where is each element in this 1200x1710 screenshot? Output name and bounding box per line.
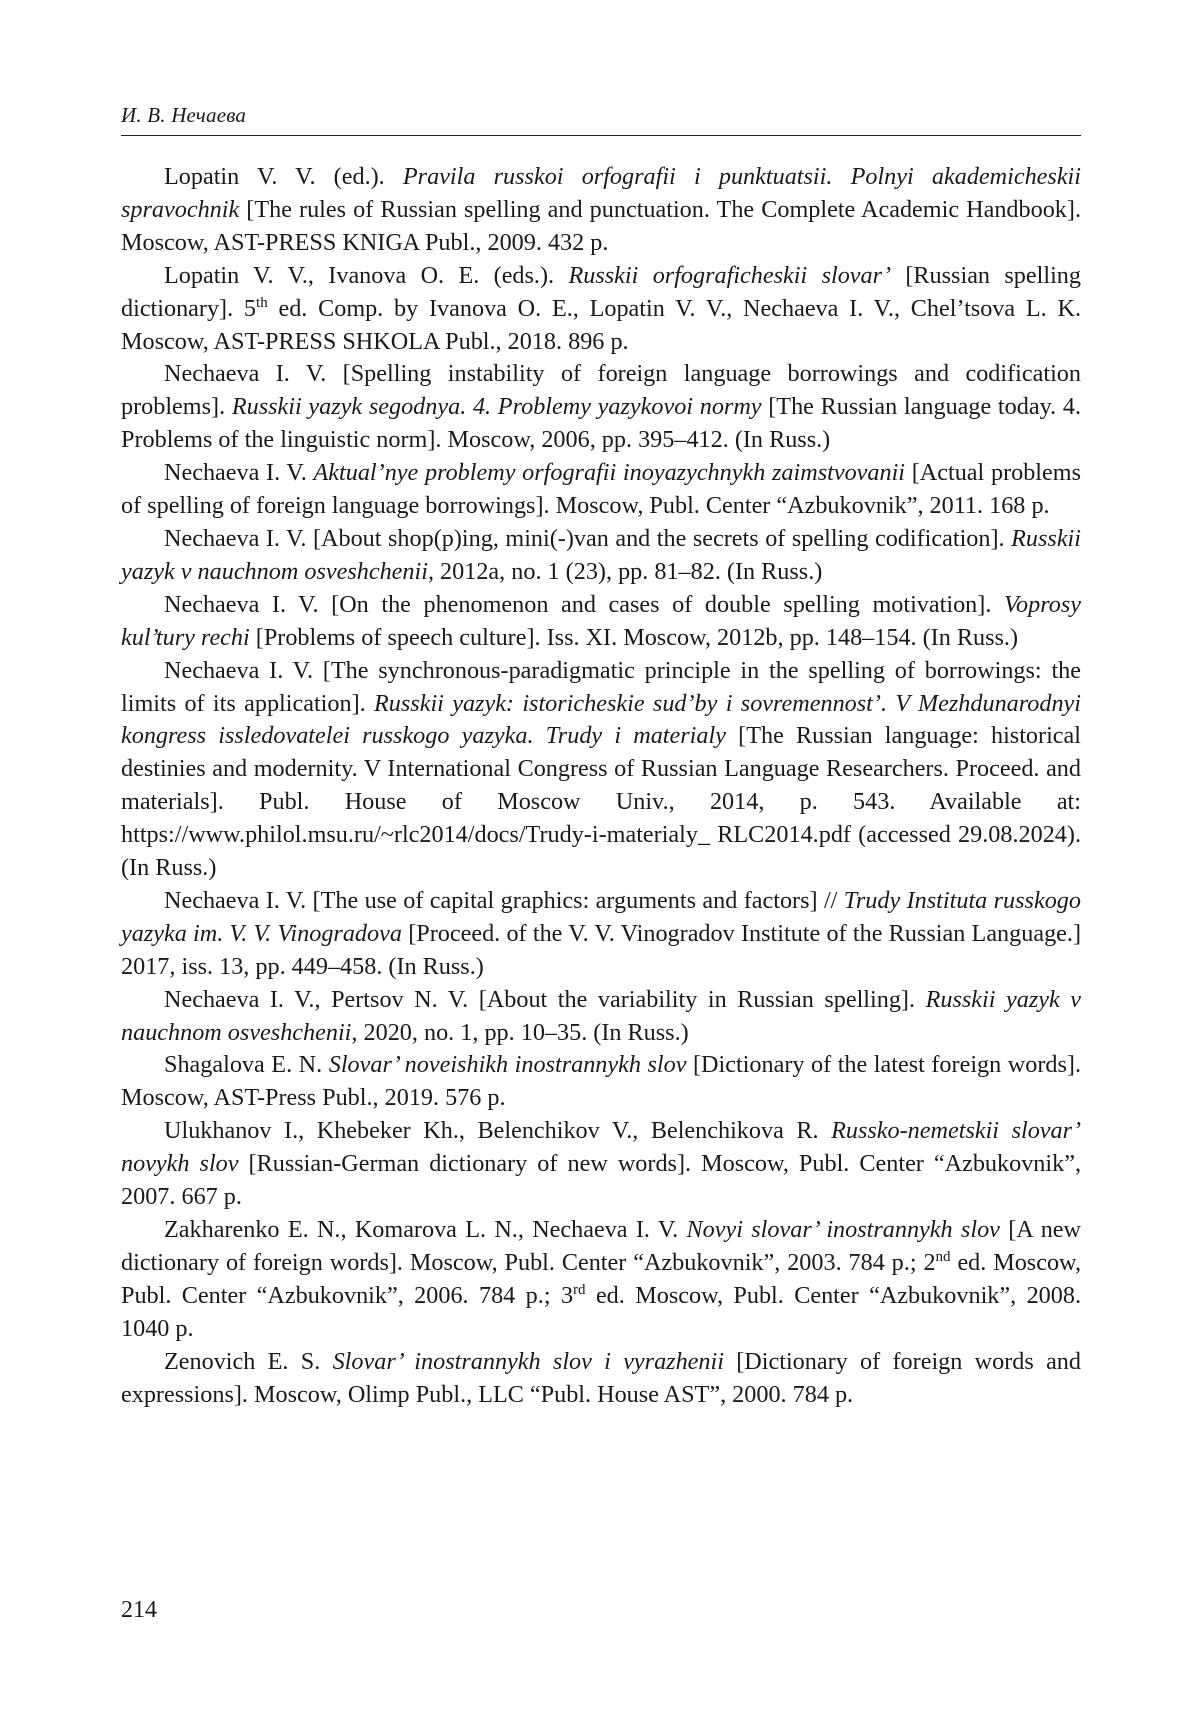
reference-text: Nechaeva I. V. [On the phenomenon and cases of double spelling motivation].	[164, 590, 1004, 618]
reference-text: [The Russian language today. 4. Problems of the linguistic norm]. Moscow, 2006, pp. 395–412. (In Russ.)	[121, 393, 1082, 454]
reference-entry	[121, 885, 1081, 984]
reference-title: Aktual’nye problemy orfografii inoyazychnykh zaimstvovanii	[313, 459, 906, 487]
reference-text: ed. Moscow, Publ. Center “Azbukovnik”, 2006. 784 p.; 3	[121, 1248, 1081, 1309]
reference-text: [Problems of speech culture]. Iss. XI. Moscow, 2012b, pp. 148–154. (In Russ.)	[249, 623, 1019, 651]
reference-text: [Proceed. of the V. V. Vinogradov Institute of the Russian Language.] 2017, iss. 13, pp. 449–458. (In Russ.)	[121, 919, 1081, 980]
reference-text: Nechaeva I. V. [Spelling instability of foreign language borrowings and codification problems].	[121, 360, 1081, 421]
reference-entry	[121, 1115, 1081, 1214]
reference-text: [Russian-German dictionary of new words]. Moscow, Publ. Center “Azbukovnik”, 2007. 667 p.	[121, 1150, 1081, 1211]
page-number: 214	[121, 1597, 157, 1623]
reference-entry	[121, 984, 1081, 1050]
reference-title: Slovar’ inostrannykh slov i vyrazhenii	[332, 1347, 724, 1375]
reference-text: Lopatin V. V. (ed.).	[164, 163, 403, 190]
reference-text: [Dictionary of the latest foreign words]. Moscow, AST-Press Publ., 2019. 576 p.	[121, 1051, 1081, 1112]
reference-text: ed. Comp. by Ivanova O. E., Lopatin V. V., Nechaeva I. V., Chel’tsova L. K. Moscow, AST-PRESS SHKOLA Publ., 2018. 896 p.	[121, 294, 1081, 355]
reference-text: Nechaeva I. V., Pertsov N. V. [About the variability in Russian spelling].	[164, 985, 926, 1013]
reference-text: [The rules of Russian spelling and punctuation. The Complete Academic Handbook]. Moscow, AST-PRESS KNIGA Publ., 2009. 432 p.	[121, 195, 1081, 256]
reference-title: Russkii yazyk segodnya. 4. Problemy yazykovoi normy	[231, 393, 762, 421]
reference-entry	[121, 589, 1081, 655]
reference-text: Ulukhanov I., Khebeker Kh., Belenchikov V., Belenchikova R.	[164, 1117, 832, 1145]
reference-title: Pravila russkoi orfografii i punktuatsii. Polnyi akademicheskii spravochnik	[121, 163, 1081, 223]
reference-entry	[121, 161, 1081, 260]
reference-text: , 2012a, no. 1 (23), pp. 81–82. (In Russ.)	[427, 557, 823, 585]
ordinal-suffix: nd	[935, 1248, 951, 1265]
reference-text: Zenovich E. S.	[164, 1347, 333, 1375]
reference-title: Trudy Instituta russkogo yazyka im. V. V. Vinogradova	[121, 886, 1081, 947]
reference-entry	[121, 457, 1081, 523]
reference-text: , 2020, no. 1, pp. 10–35. (In Russ.)	[351, 1018, 689, 1046]
reference-text: Lopatin V. V., Ivanova O. E. (eds.).	[164, 261, 569, 289]
reference-text: Nechaeva I. V.	[164, 459, 314, 487]
reference-title: Russkii yazyk v nauchnom osveshchenii	[121, 985, 1081, 1046]
reference-entry	[121, 358, 1081, 457]
reference-text: Nechaeva I. V. [The use of capital graphics: arguments and factors] //	[164, 886, 844, 914]
header-rule	[121, 135, 1081, 136]
reference-text: Nechaeva I. V. [The synchronous-paradigmatic principle in the spelling of borrowings: the limits of its application].	[121, 656, 1081, 717]
reference-title: Russkii orfograficheskii slovar’	[568, 261, 891, 289]
reference-text: ed. Moscow, Publ. Center “Azbukovnik”, 2008. 1040 p.	[121, 1281, 1082, 1342]
reference-entry	[121, 1049, 1081, 1115]
reference-title: Russko-nemetskii slovar’ novykh slov	[121, 1117, 1081, 1178]
reference-title: Slovar’ noveishikh inostrannykh slov	[328, 1051, 687, 1079]
ordinal-suffix: th	[256, 294, 268, 311]
reference-title: Russkii yazyk v nauchnom osveshchenii	[121, 524, 1081, 585]
reference-text: [Actual problems of spelling of foreign language borrowings]. Moscow, Publ. Center “Azbukovnik”, 2011. 168 p.	[121, 459, 1081, 520]
reference-text: [A new dictionary of foreign words]. Moscow, Publ. Center “Azbukovnik”, 2003. 784 p.; 2	[121, 1216, 1082, 1276]
running-head-author: И. В. Нечаева	[121, 103, 247, 127]
reference-entry	[121, 1214, 1081, 1346]
ordinal-suffix: rd	[573, 1281, 586, 1298]
reference-text: [Russian spelling dictionary]. 5	[121, 261, 1081, 322]
reference-title: Russkii yazyk: istoricheskie sud’by i sovremennost’. V Mezhdunarodnyi kongress issledovatelei russkogo yazyka. Trudy i materialy	[121, 689, 1082, 750]
reference-entry	[121, 655, 1081, 885]
reference-text: Nechaeva I. V. [About shop(p)ing, mini(-)van and the secrets of spelling codification].	[164, 524, 1012, 552]
reference-entry	[121, 523, 1081, 589]
reference-entry	[121, 1346, 1081, 1412]
reference-text: Shagalova E. N.	[164, 1051, 329, 1079]
reference-text: [Dictionary of foreign words and expressions]. Moscow, Olimp Publ., LLC “Publ. House AST”, 2000. 784 p.	[121, 1347, 1081, 1408]
reference-title: Voprosy kul’tury rechi	[121, 590, 1081, 651]
reference-text: Zakharenko E. N., Komarova L. N., Nechaeva I. V.	[164, 1216, 687, 1243]
reference-title: Novyi slovar’ inostrannykh slov	[686, 1216, 1000, 1243]
reference-text: [The Russian language: historical destinies and modernity. V International Congress of Russian Language Researchers. Proceed. and materials]. Publ. House of Moscow Univ., 2014, p. 543. Available at: https://www.philol.msu.ru/~rlc2014/docs/Trudy-i-materialy_ RLC2014.pdf (accessed 29.08.2024). (In Russ.)	[121, 722, 1081, 882]
reference-list	[121, 161, 1081, 1411]
reference-entry	[121, 260, 1081, 359]
